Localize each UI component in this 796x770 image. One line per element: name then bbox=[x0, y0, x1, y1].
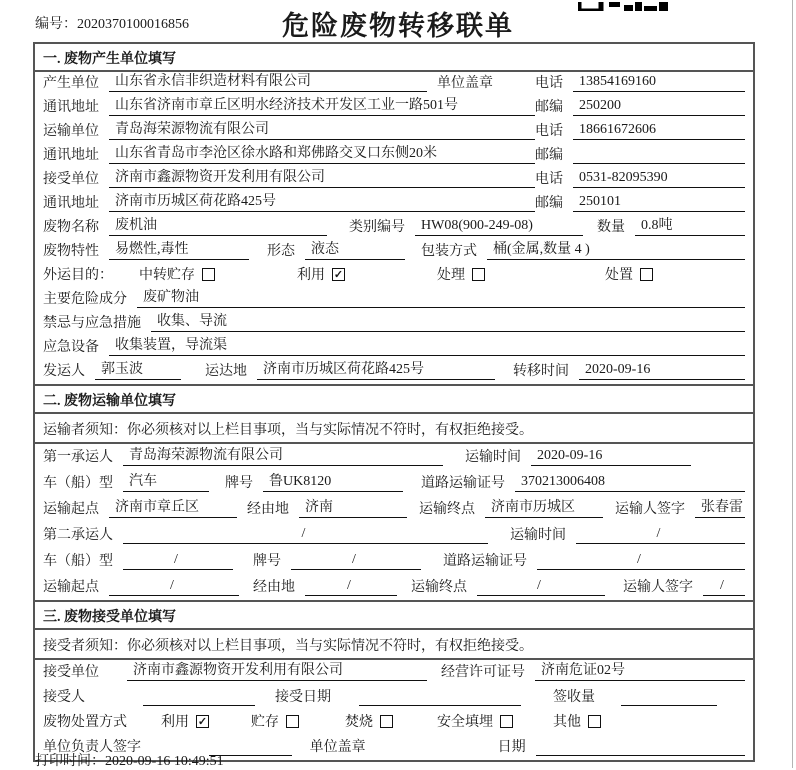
disposal-option-storage bbox=[251, 711, 299, 731]
category-code-label: 类别编号 bbox=[349, 220, 405, 235]
producer-address-row bbox=[35, 96, 753, 120]
transporter-row bbox=[35, 120, 753, 144]
producer-label: 产生单位 bbox=[43, 76, 99, 91]
receiver-value: 济南市鑫源物资开发利用有限公司 bbox=[109, 166, 535, 188]
phone-label-2: 电话 bbox=[535, 124, 563, 139]
route-start-value-1: 济南市章丘区 bbox=[109, 496, 237, 518]
plate-value-1: 鲁UK8120 bbox=[263, 470, 403, 492]
purpose-use-label: 利用 bbox=[297, 268, 325, 283]
section-2-header: 二. 废物运输单位填写 bbox=[35, 384, 753, 414]
zip-label-2: 邮编 bbox=[535, 148, 563, 163]
receiver-label: 接受单位 bbox=[43, 172, 99, 187]
waste-property-value: 易燃性,毒性 bbox=[109, 238, 249, 260]
plate-label-1: 牌号 bbox=[225, 476, 253, 491]
route-row-1 bbox=[35, 496, 753, 522]
disposal-method-label: 废物处置方式 bbox=[43, 715, 127, 730]
transporter-label: 运输单位 bbox=[43, 124, 99, 139]
first-carrier-label: 第一承运人 bbox=[43, 450, 113, 465]
date-value bbox=[536, 754, 745, 756]
consignor-label: 发运人 bbox=[43, 364, 85, 379]
carrier-sign-value-1: 张春雷 bbox=[695, 496, 745, 518]
vehicle-type-value-1: 汽车 bbox=[123, 470, 209, 492]
disposal-landfill-label: 安全填埋 bbox=[437, 715, 493, 730]
producer-row bbox=[35, 72, 753, 96]
purpose-dispose-checkbox bbox=[640, 268, 653, 281]
road-permit-label-2: 道路运输证号 bbox=[443, 554, 527, 569]
disposal-option-use bbox=[161, 711, 209, 731]
transport-time-value-1: 2020-09-16 bbox=[531, 448, 691, 466]
route-end-label-1: 运输终点 bbox=[419, 502, 475, 517]
emergency-measures-label: 禁忌与应急措施 bbox=[43, 316, 141, 331]
route-start-label-2: 运输起点 bbox=[43, 580, 99, 595]
vehicle-row-2 bbox=[35, 548, 753, 574]
qr-blocks bbox=[578, 2, 670, 11]
transfer-date-value: 2020-09-16 bbox=[579, 362, 745, 380]
emergency-equipment-value: 收集装置，导流渠 bbox=[109, 334, 745, 356]
purpose-option-treat bbox=[437, 264, 485, 284]
receiver-notice: 接受者须知：你必须核对以上栏目事项，当与实际情况不符时，有权拒绝接受。 bbox=[35, 630, 753, 660]
date-label: 日期 bbox=[497, 740, 526, 755]
accept-person-row bbox=[35, 685, 753, 710]
vehicle-type-label-2: 车（船）型 bbox=[43, 554, 113, 569]
transporter-address-row bbox=[35, 144, 753, 168]
transfer-date-label: 转移时间 bbox=[513, 364, 569, 379]
zip-value-2 bbox=[573, 162, 745, 164]
transfer-purpose-row bbox=[35, 264, 753, 288]
address-value-2: 山东省青岛市李沧区徐水路和郑佛路交叉口东侧20米 bbox=[109, 142, 535, 164]
license-value: 济南危证02号 bbox=[535, 659, 745, 681]
accept-date-label: 接受日期 bbox=[275, 690, 331, 705]
phone-value-1: 13854169160 bbox=[573, 74, 745, 92]
disposal-option-other bbox=[553, 711, 601, 731]
second-carrier-label: 第二承运人 bbox=[43, 528, 113, 543]
accept-person-value bbox=[143, 704, 255, 706]
vehicle-type-label-1: 车（船）型 bbox=[43, 476, 113, 491]
disposal-storage-label: 贮存 bbox=[251, 715, 279, 730]
zip-label-1: 邮编 bbox=[535, 100, 563, 115]
address-value-1: 山东省济南市章丘区明水经济技术开发区工业一路501号 bbox=[109, 94, 535, 116]
purpose-treat-checkbox bbox=[472, 268, 485, 281]
route-start-value-2: / bbox=[109, 578, 239, 596]
road-permit-label-1: 道路运输证号 bbox=[421, 476, 505, 491]
received-amount-label: 签收量 bbox=[553, 690, 595, 705]
form-state-value: 液态 bbox=[305, 238, 405, 260]
hazard-component-row bbox=[35, 288, 753, 312]
disposal-use-checkbox: ✓ bbox=[197, 715, 208, 728]
consignor-value: 郭玉波 bbox=[95, 358, 181, 380]
purpose-use-checkbox: ✓ bbox=[333, 268, 344, 281]
plate-value-2: / bbox=[291, 552, 421, 570]
disposal-other-checkbox bbox=[588, 715, 601, 728]
zip-value-1: 250200 bbox=[573, 98, 745, 116]
accept-date-value bbox=[359, 704, 521, 706]
carrier-sign-label-2: 运输人签字 bbox=[623, 580, 693, 595]
packaging-label: 包装方式 bbox=[421, 244, 477, 259]
route-start-label-1: 运输起点 bbox=[43, 502, 99, 517]
waste-property-label: 废物特性 bbox=[43, 244, 99, 259]
accept-unit-value: 济南市鑫源物资开发利用有限公司 bbox=[127, 659, 427, 681]
first-carrier-value: 青岛海荣源物流有限公司 bbox=[123, 444, 443, 466]
second-carrier-row bbox=[35, 522, 753, 548]
destination-value: 济南市历城区荷花路425号 bbox=[257, 358, 495, 380]
accept-unit-row bbox=[35, 660, 753, 685]
license-label: 经营许可证号 bbox=[441, 665, 525, 680]
emergency-equipment-label: 应急设备 bbox=[43, 340, 99, 355]
vehicle-row-1 bbox=[35, 470, 753, 496]
carrier-sign-label-1: 运输人签字 bbox=[615, 502, 685, 517]
emergency-measures-row bbox=[35, 312, 753, 336]
disposal-other-label: 其他 bbox=[553, 715, 581, 730]
carrier-sign-value-2: / bbox=[703, 578, 745, 596]
disposal-landfill-checkbox bbox=[500, 715, 513, 728]
emergency-measures-value: 收集、导流 bbox=[151, 310, 745, 332]
transporter-value: 青岛海荣源物流有限公司 bbox=[109, 118, 535, 140]
qr-code-fragment-icon bbox=[578, 0, 670, 11]
road-permit-value-1: 370213006408 bbox=[515, 474, 745, 492]
disposal-incinerate-checkbox bbox=[380, 715, 393, 728]
page-right-edge bbox=[792, 0, 793, 768]
route-via-value-2: / bbox=[305, 578, 397, 596]
phone-value-2: 18661672606 bbox=[573, 122, 745, 140]
print-time-line bbox=[35, 750, 224, 770]
purpose-treat-label: 处理 bbox=[437, 268, 465, 283]
disposal-option-incinerate bbox=[345, 711, 393, 731]
hazard-component-label: 主要危险成分 bbox=[43, 292, 127, 307]
transport-time-label-2: 运输时间 bbox=[510, 528, 566, 543]
phone-label-1: 电话 bbox=[535, 76, 563, 91]
waste-name-value: 废机油 bbox=[109, 214, 327, 236]
route-via-value-1: 济南 bbox=[299, 496, 407, 518]
quantity-label: 数量 bbox=[597, 220, 625, 235]
zip-value-3: 250101 bbox=[573, 194, 745, 212]
vehicle-type-value-2: / bbox=[123, 552, 233, 570]
road-permit-value-2: / bbox=[537, 552, 745, 570]
waste-name-label: 废物名称 bbox=[43, 220, 99, 235]
purpose-dispose-label: 处置 bbox=[605, 268, 633, 283]
phone-value-3: 0531-82095390 bbox=[573, 170, 745, 188]
disposal-storage-checkbox bbox=[286, 715, 299, 728]
route-row-2 bbox=[35, 574, 753, 600]
transport-time-value-2: / bbox=[576, 526, 745, 544]
disposal-incinerate-label: 焚烧 bbox=[345, 715, 373, 730]
route-end-label-2: 运输终点 bbox=[411, 580, 467, 595]
address-label-3: 通讯地址 bbox=[43, 196, 99, 211]
disposal-option-landfill bbox=[437, 711, 513, 731]
disposal-method-row bbox=[35, 710, 753, 735]
phone-label-3: 电话 bbox=[535, 172, 563, 187]
purpose-option-dispose bbox=[605, 264, 653, 284]
transporter-notice: 运输者须知：你必须核对以上栏目事项，当与实际情况不符时，有权拒绝接受。 bbox=[35, 414, 753, 444]
print-time-value: 2020-09-16 10:49:51 bbox=[105, 754, 224, 769]
producer-value: 山东省永信非织造材料有限公司 bbox=[109, 70, 427, 92]
received-amount-value bbox=[621, 704, 717, 706]
unit-seal-label: 单位盖章 bbox=[437, 76, 493, 91]
quantity-value: 0.8吨 bbox=[635, 214, 745, 236]
packaging-value: 桶(金属,数量 4 ) bbox=[487, 238, 745, 260]
receiver-row bbox=[35, 168, 753, 192]
responsible-sign-label: 单位负责人签字 bbox=[43, 740, 141, 755]
route-end-value-1: 济南市历城区 bbox=[485, 496, 603, 518]
purpose-option-use bbox=[297, 264, 345, 284]
transfer-form-table bbox=[33, 42, 755, 762]
destination-label: 运达地 bbox=[205, 364, 247, 379]
address-label-2: 通讯地址 bbox=[43, 148, 99, 163]
page-title: 危险废物转移联单 bbox=[282, 11, 514, 41]
disposal-use-label: 利用 bbox=[161, 715, 189, 730]
section-3-header: 三. 废物接受单位填写 bbox=[35, 600, 753, 630]
route-via-label-2: 经由地 bbox=[253, 580, 295, 595]
form-state-label: 形态 bbox=[267, 244, 295, 259]
receiver-address-row bbox=[35, 192, 753, 216]
consignor-row bbox=[35, 360, 753, 384]
serial-label: 编号： bbox=[35, 17, 77, 32]
address-label-1: 通讯地址 bbox=[43, 100, 99, 115]
section-1-header: 一. 废物产生单位填写 bbox=[35, 44, 753, 72]
hazard-component-value: 废矿物油 bbox=[137, 286, 745, 308]
accept-unit-label: 接受单位 bbox=[43, 665, 99, 680]
first-carrier-row bbox=[35, 444, 753, 470]
plate-label-2: 牌号 bbox=[253, 554, 281, 569]
unit-seal-label-2: 单位盖章 bbox=[309, 740, 366, 755]
serial-number: 2020370100016856 bbox=[77, 17, 189, 32]
address-value-3: 济南市历城区荷花路425号 bbox=[109, 190, 535, 212]
transport-time-label-1: 运输时间 bbox=[465, 450, 521, 465]
accept-person-label: 接受人 bbox=[43, 690, 85, 705]
emergency-equipment-row bbox=[35, 336, 753, 360]
purpose-storage-checkbox bbox=[202, 268, 215, 281]
waste-property-row bbox=[35, 240, 753, 264]
waste-name-row bbox=[35, 216, 753, 240]
category-code-value: HW08(900-249-08) bbox=[415, 218, 583, 236]
zip-label-3: 邮编 bbox=[535, 196, 563, 211]
purpose-option-storage bbox=[139, 264, 215, 284]
route-via-label-1: 经由地 bbox=[247, 502, 289, 517]
transfer-purpose-label: 外运目的： bbox=[43, 268, 113, 283]
second-carrier-value: / bbox=[123, 526, 488, 544]
print-time-label: 打印时间： bbox=[35, 754, 105, 769]
route-end-value-2: / bbox=[477, 578, 605, 596]
purpose-storage-label: 中转贮存 bbox=[139, 268, 195, 283]
